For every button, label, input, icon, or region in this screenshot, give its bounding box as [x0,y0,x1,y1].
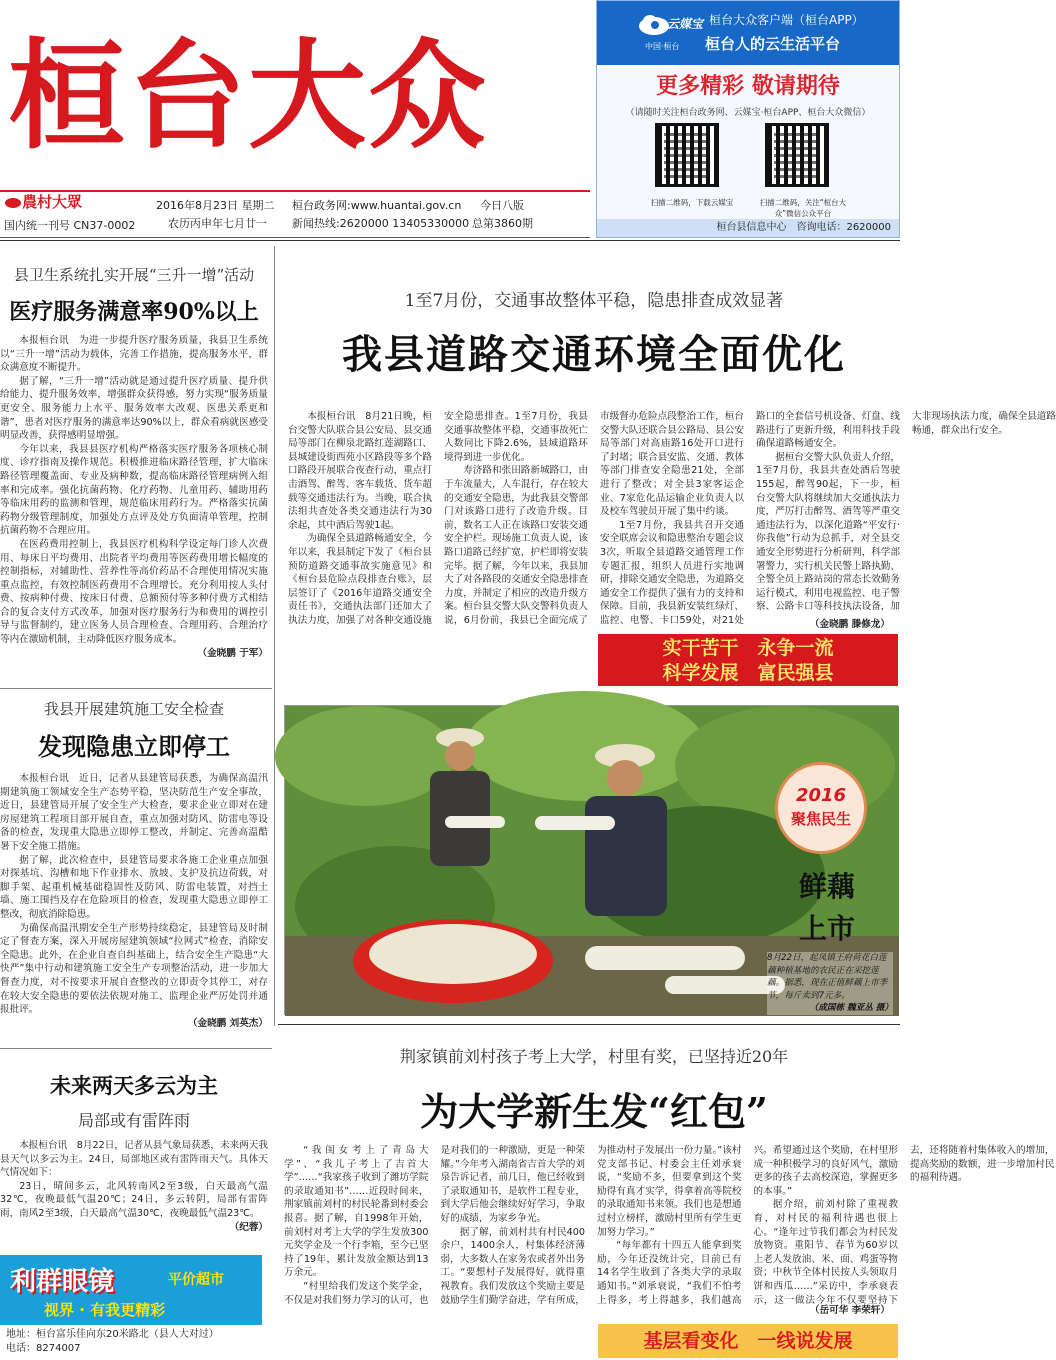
app-promo-ad [596,0,900,238]
traffic-story [290,286,898,380]
construction-byline: （金晓鹏 刘英杰） [187,1017,268,1029]
traffic-body [288,410,1056,632]
ad-footer: 桓台县信息中心 咨询电话：2620000 [597,219,899,237]
traffic-kicker: 1至7月份，交通事故整体平稳，隐患排查成效显著 [404,291,784,311]
weather-subhead: 局部或有雷阵雨 [77,1111,190,1130]
traffic-paragraph: 据桓台交警大队负责人介绍，1至7月份，我县共查处酒后驾驶155起，醉驾90起，下一步，桓台交警大队将继续加大交通执法力度，严厉打击醉驾、酒驾等严重交通违法行为，以深化道路“平安行·你我他”行动为总抓手，对全县交通安全形势进行分析研判，科学部署警力，实行机关民警上路执勤、全警全员上路站岗的常态长效勤务运行模式，利用电视监控、电子警察、公路卡口等科技执法设备，加大非现场执法力度，确保全县道路畅通，群众出行安全。 [756,411,1056,613]
issue-date: 2016年8月23日 星期二 [156,199,275,212]
lotus-root-photo [284,705,898,1015]
weather-byline: （纪蓉） [229,1221,268,1233]
construction-kicker: 我县开展建筑施工安全检查 [43,700,224,718]
weather-body [0,1139,268,1247]
health-story [0,264,268,664]
photo-title-line2: 上市 [798,912,855,945]
traffic-headline: 我县道路交通环境全面优化 [342,331,846,378]
ad-tip: （请随时关注桓台政务网、云媒宝·桓台APP、桓台大众微信） [625,108,871,118]
traffic-paragraph: 为确保全县道路畅通安全，今年以来，我县制定下发了《桓台县预防道路交通事故实施意见》和《桓台县危险点段排查台账》，层层签订了《2016年道路交通安全责任书》，交通执法部门还加大了执法力度，加强了对各种交通设施安全隐患排查。1至7月份，我县交通事故整体平稳，交通事故死亡人数同比下降2.6%，县域道路环境得到进一步优化。 [288,411,588,626]
photo-credit: （成国栋 魏亚丛 摄） [809,1003,893,1013]
weather-headline: 未来两天多云为主 [50,1073,218,1098]
photo-title-line1: 鲜藕 [798,870,855,903]
health-paragraph: 据了解，“三升一增”活动就是通过提升医疗质量、提升供给能力、提升服务效率，增强群众获得感，努力实现“服务质量更安全、服务能力上水平、服务效率大改观、医患关系更和谐”，患者对医疗服务的满意率达90%以上，群众看病就医感受明显改善，获得感明显增强。 [0,375,268,442]
qr-code-download[interactable] [655,123,719,187]
health-paragraph: 在医药费用控制上，我县医疗机构科学设定每门诊人次费用、每床日平均费用、出院者平均费用等医药费用增长幅度的控制指标，对辅助性、营养性等高价药品不合理使用情况实施重点监控，有效控制医药费用不合理增长。充分利用按人头付费、按病种付费、按床日付费、总额预付等多种付费方式相结合的复合支付方式改革，加强对医疗服务行为和费用的调控引导与监督制约，建立医务人员合理检查、合理用药、合理治疗等内在激励机制，主动降低医疗服务成本。 [0,538,268,646]
health-byline: （金晓鹏 于军） [197,647,268,659]
newspaper-title: 桓台大众 [8,26,489,165]
traffic-paragraph: 寿济路和张田路新城路口，由于车流量大，人车混行，存在较大的交通安全隐患，为此我县交警部门对该路口进行了改造升级。目前，数名工人正在该路口安装交通安全护栏。现场施工负责人说，该路口道路已经扩宽，护栏即将安装完毕。据了解，今年以来，我县加大了对各路段的交通安全隐患排查力度，并制定了相应的改造升级方案。桓台县交警大队交警科负责人说，6月份前，我县已全面完成了市级督办危险点段整治工作，桓台交警大队还联合县公路局、县公安局等部门对高庙路16处开口进行了封堵；联合县安监、交通、教体等部门排查安全隐患21处，全部进行了整改；对全县3家客运企业、7家危化品运输企业负责人以及校车驾驶员开展了集中约谈。 [444,411,744,626]
health-kicker: 县卫生系统扎实开展“三升一增”活动 [13,266,255,284]
construction-paragraph: 为确保高温汛期安全生产形势持续稳定，县建管局及时制定了督查方案，深入开展房屋建筑领域“拉网式”检查，消除安全隐患。此外，在企业自查自纠基础上，结合安全生产隐患“大快严”集中行动和建筑施工安全生产专项整治活动，进一步加大督查力度，对不按要求开展自查整改的立即责令其停工，对存在较大安全隐患的要依法依规对施工、监理企业严厉处罚并通报批评。 [0,922,268,1016]
construction-headline: 发现隐患立即停工 [38,732,230,761]
glasses-phone: 电话：8274007 [6,1343,81,1354]
glasses-ad [0,1255,262,1360]
construction-paragraph: 本报桓台讯 近日，记者从县建管局获悉，为确保高温汛期建筑施工领域安全生产态势平稳，坚决防范生产安全事故，近日，县建管局开展了安全生产大检查，要求企业立即对在建房屋建筑工程项目部开展自查，重点加强对防风、防雷电等设备的检查，发现重大隐患立即停工整改，并制定、完善高温酷暑下安全施工措施。 [0,773,268,852]
ad-headline: 更多精彩 敬请期待 [656,74,840,99]
construction-story [0,698,268,1054]
construction-paragraph: 据了解，此次检查中，县建管局要求各施工企业重点加强对探基坑、沟槽和地下作业排水、放坡、支护及抗边荷载，对脚手架、起重机械基础稳固性及防风、防雷电装置，对挡土墙、施工围挡及存在危险项目的检查，发现重大隐患立即停工整改，彻底消除隐患。 [0,854,268,920]
traffic-byline: （金晓鹏 滕修龙） [809,619,890,630]
scholarship-paragraph: 据了解，前刘村共有村民400余户，1400余人，村集体经济薄弱，大多数人在家务农或者外出务工。“要想村子发展得好，就得重视教育。我们发放这个奖励主要是鼓励学生们勤学奋进，学有所成，为推动村子发展出一份力量。”该村党支部书记、村委会主任刘承衰说，“奖励不多，但要拿到这个奖励得有真才实学，得拿着高等院校的录取通知书来领。我们也是想通过村立榜样，激励村里所有学生更加努力学习。” [440,1145,742,1306]
health-headline: 医疗服务满意率90%以上 [9,299,259,325]
glasses-contact [0,1325,262,1360]
scholarship-paragraph: “每年都有十四五人能拿到奖励，今年还没统计完，目前已有14名学生收到了各类大学的录取通知书。”刘承衰说，“我们不怕考上得多，考上得越多，我们越高兴。希望通过这个奖励，在村里形成一种积极学习的良好风气，激励更多的孩子去高校深造，掌握更多的本事。” [597,1145,898,1306]
health-paragraph: 今年以来，我县县医疗机构严格落实医疗服务各项核心制度、诊疗指南及操作规范。积极推进临床路径管理，扩大临床路径管理覆盖面、专业及病种数，提高临床路径管理病例入组率和完成率。强化抗菌药物、化疗药物、儿童用药、辅助用药等临床用药的监测和管理，规范临床用药行为。严格落实抗菌药物分级管理制度，加强处方点评及处方负面清单管理，控制抗菌药物不合理应用。 [0,443,268,537]
weather-paragraph: 本报桓台讯 8月22日，记者从县气象局获悉，未来两天我县天气以多云为主。24日，局部地区或有雷阵雨天气。具体天气情况如下： [0,1140,268,1179]
glasses-slogan: 视界 · 有我更精彩 [44,1301,166,1319]
slogan-line2: 科学发展 富民强县 [662,662,834,684]
construction-body [0,772,268,1054]
badge-year: 2016 [795,785,847,806]
qr1-caption: 扫描二维码，下载云媒宝 [650,198,734,207]
health-body [0,334,268,664]
photo-caption [767,952,893,1015]
bottom-banner: 基层看变化 一线说发展 [598,1324,898,1358]
qr2-caption: 扫描二维码，关注“桓台大众”微信公众平台 [759,198,847,218]
scholarship-paragraph: 据介绍，前刘村除了重视教育，对村民的福利待遇也很上心。“逢年过节我们都会为村民发放物资。重阳节、春节为60岁以上老人发放油、米、面、鸡蛋等物资；中秋节全体村民按人头领取月饼和西瓜……”采访中，李承衰表示，这一做法今年不仅要坚持下去，还将随着村集体收入的增加，提高奖励的数额，进一步增加村民的福利待遇。 [753,1145,1055,1306]
issue-number: 总第3860期 [472,217,533,230]
focus-badge [775,762,867,854]
issn-number: 国内统一刊号 CN37-0002 [4,219,136,232]
scholarship-byline: （岳可华 李荣轩） [809,1305,890,1316]
partner-logo-icon [4,196,22,210]
scholarship-body [284,1144,1055,1320]
cloud-logo-icon [637,11,671,37]
badge-text: 聚焦民生 [790,810,851,828]
photo-title [787,866,867,950]
traffic-paragraph: 本报桓台讯 8月21日晚，桓台交警大队联合县公安局、县交通局等部门在柳泉北路红莲湖路口、县城建设街西苑小区路段等多个路口路段开展联合夜查行动，重点打击酒驾、醉驾、客车载货、货车超载等交通违法行为。当晚，联合执法组共查处各类交通违法行为30余起，其中酒后驾驶1起。 [288,411,432,531]
weather-story [0,1070,268,1247]
glasses-tag: 平价超市 [168,1272,224,1288]
scholarship-kicker: 荆家镇前刘村孩子考上大学，村里有奖，已坚持近20年 [399,1047,789,1066]
qr-code-wechat[interactable] [765,123,829,187]
lunar-date: 农历丙申年七月廿一 [168,217,267,230]
glasses-brand: 利群眼镜 [10,1267,115,1297]
scholarship-paragraph: “村里给我们发这个奖学金，不仅是对我们努力学习的认可，也是对我们的一种激励，更是一种荣耀。”今年考入湖南省吉首大学的刘泉告诉记者，前几日，他已经收到了录取通知书，是软件工程专业，到大学后他会继续好好学习，争取好的成绩，为家乡争光。 [284,1145,585,1306]
website-info: 桓台政务网:www.huantai.gov.cn [292,199,462,212]
partner-paper-logo: 農村大眾 [22,193,83,211]
traffic-paragraph: 1至7月份，我县共召开交通安全联席会议和隐患整治专题会议3次，听取全县道路交通管理工作专题汇报，组织人员进行实地调研，排除交通安全隐患，为道路交通安全工作提供了强有力的支持和保障。目前，我县新安装红绿灯、监控、电警、卡口59处，对21处路口的全套信号机设备、灯盘、线路进行了更新升级，利用科技手段确保道路畅通安全。 [600,411,900,626]
scholarship-paragraph: “我闺女考上了青岛大学”、“我儿子考上了吉首大学”……“我家孩子收到了潍坊学院的录取通知书”……近段时间来，荆家镇前刘村的村民轮番到村委会报喜。据了解，自1998年开始，前刘村对考上大学的学生发放300元奖学金及一个行李箱，至今已坚持了19年，累计发放金额达到13万余元。 [284,1145,429,1279]
news-hotline: 新闻热线:2620000 13405330000 [292,217,470,230]
weather-paragraph: 23日，晴间多云，北风转南风2至3级，白天最高气温32℃，夜晚最低气温20℃；24日，多云转阴，局部有雷阵雨，南风2至3级，白天最高气温30℃，夜晚最低气温23℃。 [0,1180,268,1219]
ad-brand-sub: 中国·桓台 [645,42,680,51]
ad-slogan: 桓台人的云生活平台 [705,35,841,53]
slogan-line1: 实干苦干 永争一流 [662,637,834,659]
photo-caption-text: 8月22日，起凤镇王府荷花白莲藕种植基地的农民正在采挖莲藕。据悉，现在正值鲜藕上市季节，每斤卖到7元多。 [767,953,888,1001]
edition-count: 今日八版 [480,199,524,212]
health-paragraph: 本报桓台讯 为进一步提升医疗服务质量，我县卫生系统以“三升一增”活动为载体，完善工作措施，提高服务水平，群众满意度不断提升。 [0,335,268,374]
glasses-address: 地址：桓台富乐佳向东20米路北（县人大对过） [6,1329,219,1340]
masthead-info-bar [0,190,590,238]
scholarship-headline: 为大学新生发“红包” [420,1089,768,1134]
ad-app-line: 桓台大众客户端（桓台APP） [709,13,864,27]
ad-header [597,1,899,65]
scholarship-story [290,1044,898,1136]
masthead [8,4,588,190]
ad-brand: 云媒宝 [667,17,704,31]
slogan-banner [598,634,898,686]
